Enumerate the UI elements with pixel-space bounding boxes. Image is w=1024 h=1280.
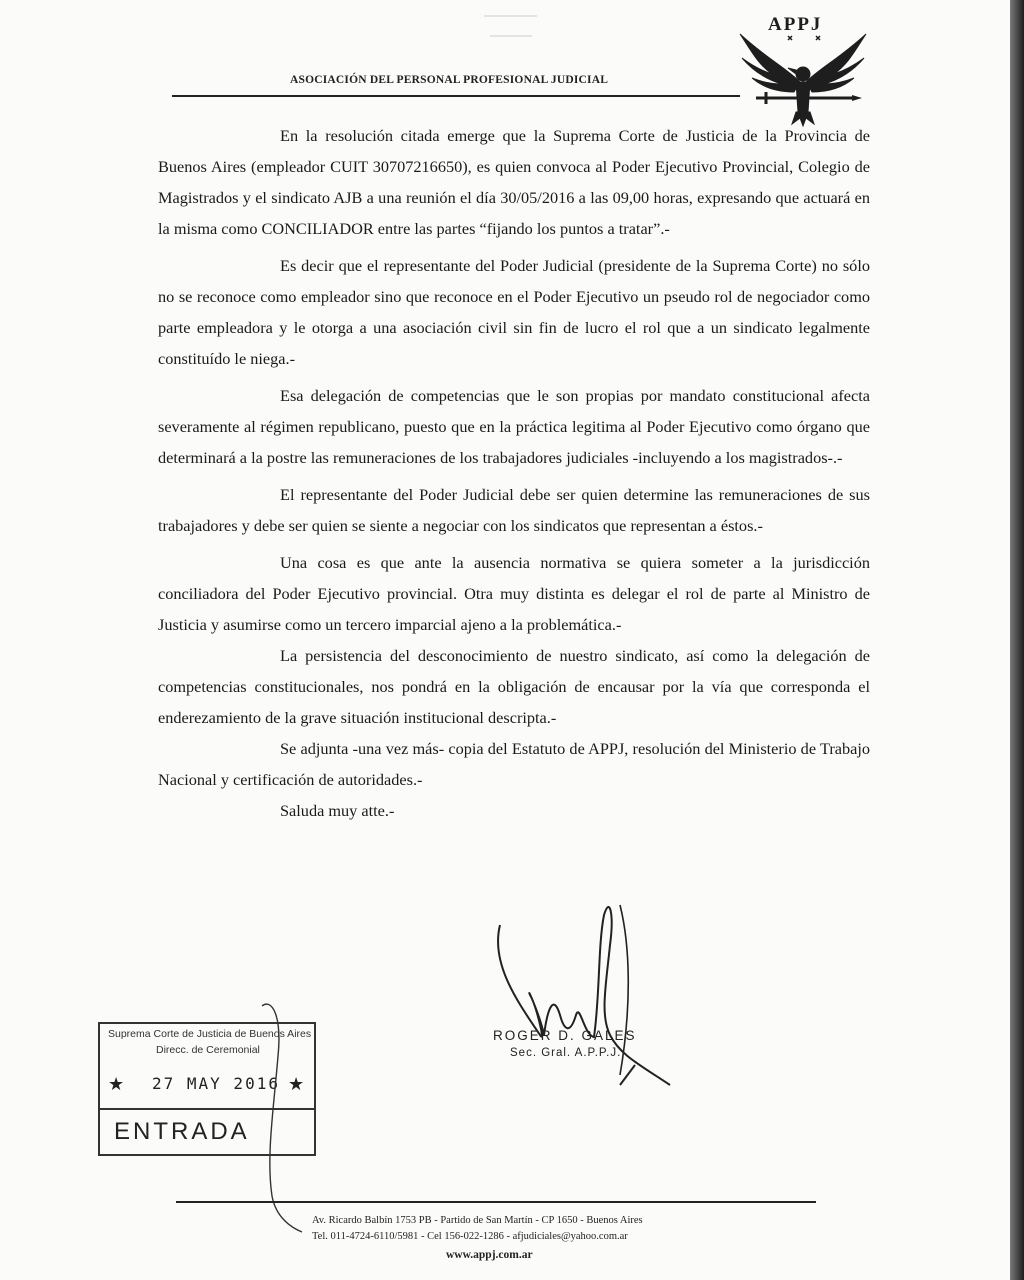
scan-edge [1010, 0, 1024, 1280]
footer-contact: Tel. 011-4724-6110/5981 - Cel 156-022-1286 - afjudiciales@yahoo.com.ar [312, 1231, 628, 1242]
paragraph: Una cosa es que ante la ausencia normativa se quiera someter a la jurisdicción conciliadora del Poder Ejecutivo provincial. Otra muy distinta es delegar el rol de parte al Ministro de Justicia y asumirse como un tercero imparcial ajeno a la problemática.- [158, 553, 870, 634]
paragraph: Esa delegación de competencias que le son propias por mandato constitucional afecta severamente al régimen republicano, puesto que en la práctica legitima al Poder Ejecutivo como órgano que determinará a la postre las remuneraciones de los trabajadores judiciales -incluyendo a los magistrados-.- [158, 386, 870, 467]
stamp-entrada-label: ENTRADA [114, 1118, 250, 1145]
paragraph: El representante del Poder Judicial debe ser quien determine las remuneraciones de sus trabajadores y debe ser quien se siente a negociar con los sindicatos que representan a éstos.- [158, 485, 870, 535]
letter-body [158, 120, 870, 826]
signatory-name: ROGER D. GALES [493, 1028, 637, 1043]
paragraph: En la resolución citada emerge que la Suprema Corte de Justicia de la Provincia de Buenos Aires (empleador CUIT 30707216650), es quien convoca al Poder Ejecutivo Provincial, Colegio de Magistrados y el sindicato AJB a una reunión el día 30/05/2016 a las 09,00 horas, expresando que actuará en la misma como CONCILIADOR entre las partes “fijando los puntos a tratar”.- [158, 126, 870, 238]
paragraph: Se adjunta -una vez más- copia del Estatuto de APPJ, resolución del Ministerio de Trabajo Nacional y certificación de autoridades.- [158, 739, 870, 789]
organization-heading: ASOCIACIÓN DEL PERSONAL PROFESIONAL JUDICIAL [290, 74, 609, 86]
closing-salutation: Saluda muy atte.- [280, 801, 395, 820]
paragraph: Es decir que el representante del Poder Judicial (presidente de la Suprema Corte) no sólo no se reconoce como empleador sino que reconoce en el Poder Ejecutivo un pseudo rol de negociador como parte empleadora y le otorga a una asociación civil sin fin de lucro el rol que a un sindicato legalmente constituído le niega.- [158, 256, 870, 368]
handwritten-initial-stroke [252, 996, 312, 1236]
header-rule [172, 95, 740, 97]
paragraph: La persistencia del desconocimiento de nuestro sindicato, así como la delegación de competencias constitucionales, nos pondrá en la obligación de encausar por la vía que corresponda el enderezamiento de la grave situación institucional descripta.- [158, 646, 870, 727]
footer-website: www.appj.com.ar [446, 1249, 533, 1261]
signatory-role: Sec. Gral. A.P.P.J. [510, 1047, 622, 1059]
eagle-sword-emblem-icon [736, 12, 870, 130]
logo-text: APPJ [768, 14, 823, 35]
footer-rule [176, 1201, 816, 1203]
stamp-date: 27 MAY 2016 [152, 1074, 280, 1093]
stamp-department: Direcc. de Ceremonial [156, 1044, 260, 1056]
handwritten-signature [480, 885, 700, 1095]
bleed-through-marks [482, 6, 542, 46]
footer-address: Av. Ricardo Balbín 1753 PB - Partido de San Martín - CP 1650 - Buenos Aires [312, 1215, 643, 1226]
stamp-court-name: Suprema Corte de Justicia de Buenos Aires [108, 1028, 312, 1040]
star-icon: ★ [288, 1074, 305, 1094]
star-icon: ★ [108, 1074, 125, 1094]
